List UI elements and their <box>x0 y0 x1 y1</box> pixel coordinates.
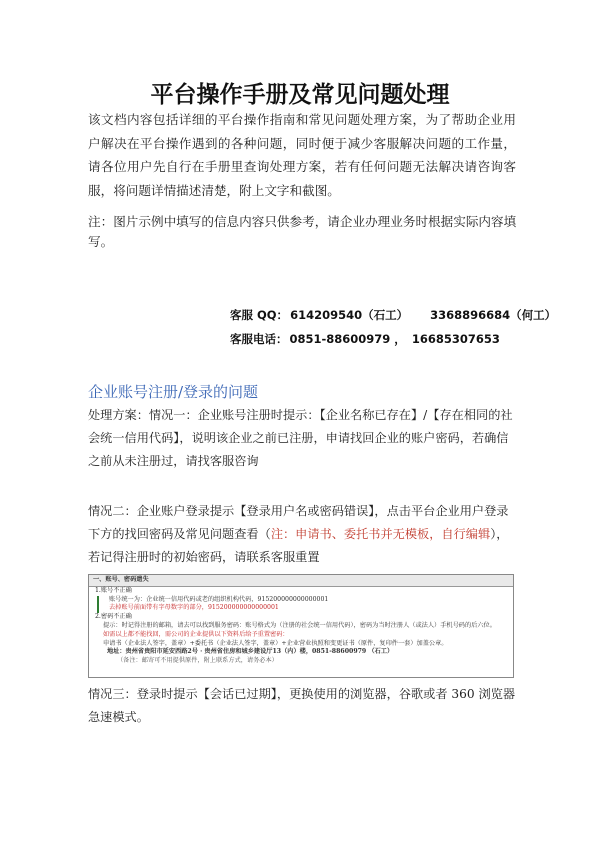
screenshot-address-note: （备注：邮寄可不用提供原件，附上联系方式，请务必本） <box>117 657 278 665</box>
note-paragraph: 注：图片示例中填写的信息内容只供参考，请企业办理业务时根据实际内容填写。 <box>88 214 517 249</box>
intro-paragraph: 该文档内容包括详细的平台操作指南和常见问题处理方案，为了帮助企业用户解决在平台操作遇到的各种问题，同时便于减少客服解决问题的工作量，请各位用户先自行在手册里查询处理方案，若有任何问题无法解决请咨询客服，将问题详情描述清楚，附上文字和截图。 <box>88 112 516 198</box>
embedded-screenshot <box>88 574 514 678</box>
screenshot-header: 一、账号、密码遗失 <box>89 575 513 587</box>
case-two-text-a: 情况二：企业账户登录提示【登录用户名或密码错误】，点击平台企业用户登录下方的找回密码及常见问题查看（ <box>88 504 509 541</box>
qq-label: 客服 QQ： <box>230 308 289 322</box>
tel-number-1: 0851-88600979 ， <box>289 332 406 346</box>
case-three-paragraph: 情况三：登录时提示【会话已过期】，更换使用的浏览器，谷歌或者 360 浏览器急速模式。 <box>88 687 516 724</box>
screenshot-item-2-text: 提示：时记得注册的邮箱，请去可以找到服务密码：账号格式为（注册的社会统一信用代码），密码为当时注册人（或法人）手机号码的后六位。 <box>103 621 496 629</box>
tel-number-2: 16685307653 <box>411 332 500 346</box>
case-one-paragraph: 处理方案：情况一：企业账号注册时提示：【企业名称已存在】/【存在相同的社会统一信用代码】，说明该企业之前已注册，申请找回企业的账户密码，若确信之前从未注册过，请找客服咨询 <box>88 408 513 468</box>
case-two-red-note: 注：申请书、委托书并无模板，自行编辑 <box>270 527 491 541</box>
page-title: 平台操作手册及常见问题处理 <box>150 82 450 108</box>
screenshot-item-2-list: 申请书（企业法人签字，盖章）+委托书（企业法人签字，盖章）+企业营业执照和变更证书（原件，复印件一套）加盖公章。 <box>103 639 448 647</box>
screenshot-item-1-text: 账号统一为：企业统一信用代码或老的组织机构代码，915200000000000001 <box>109 595 329 603</box>
contact-phone <box>230 331 502 347</box>
contact-qq <box>230 307 558 323</box>
screenshot-item-2-red: 如需以上都不能找回，需公司的企业提供以下资料后给予重置密码： <box>103 630 289 638</box>
case-two-text-b: ），若记得注册时的初始密码，请联系客服重置 <box>88 527 509 564</box>
qq-number-2: 3368896684（何工） <box>430 308 557 322</box>
section-title: 企业账号注册/登录的问题 <box>88 383 259 401</box>
tel-label: 客服电话： <box>230 332 288 346</box>
screenshot-item-1-block <box>97 596 513 614</box>
screenshot-item-2: 2.密码不正确 <box>95 613 132 621</box>
case-two-paragraph <box>88 500 516 569</box>
screenshot-address: 地址：贵州省贵阳市延安西路2号 · 贵州省住房和城乡建设厅13（内）楼，0851-88600979 （石工） <box>107 648 394 656</box>
screenshot-item-1-red: 去掉账号前面带有字母数字的部分，915200000000000001 <box>109 604 279 612</box>
qq-number-1: 614209540（石工） <box>290 308 409 322</box>
screenshot-item-1: 1.账号不正确 <box>95 586 132 594</box>
